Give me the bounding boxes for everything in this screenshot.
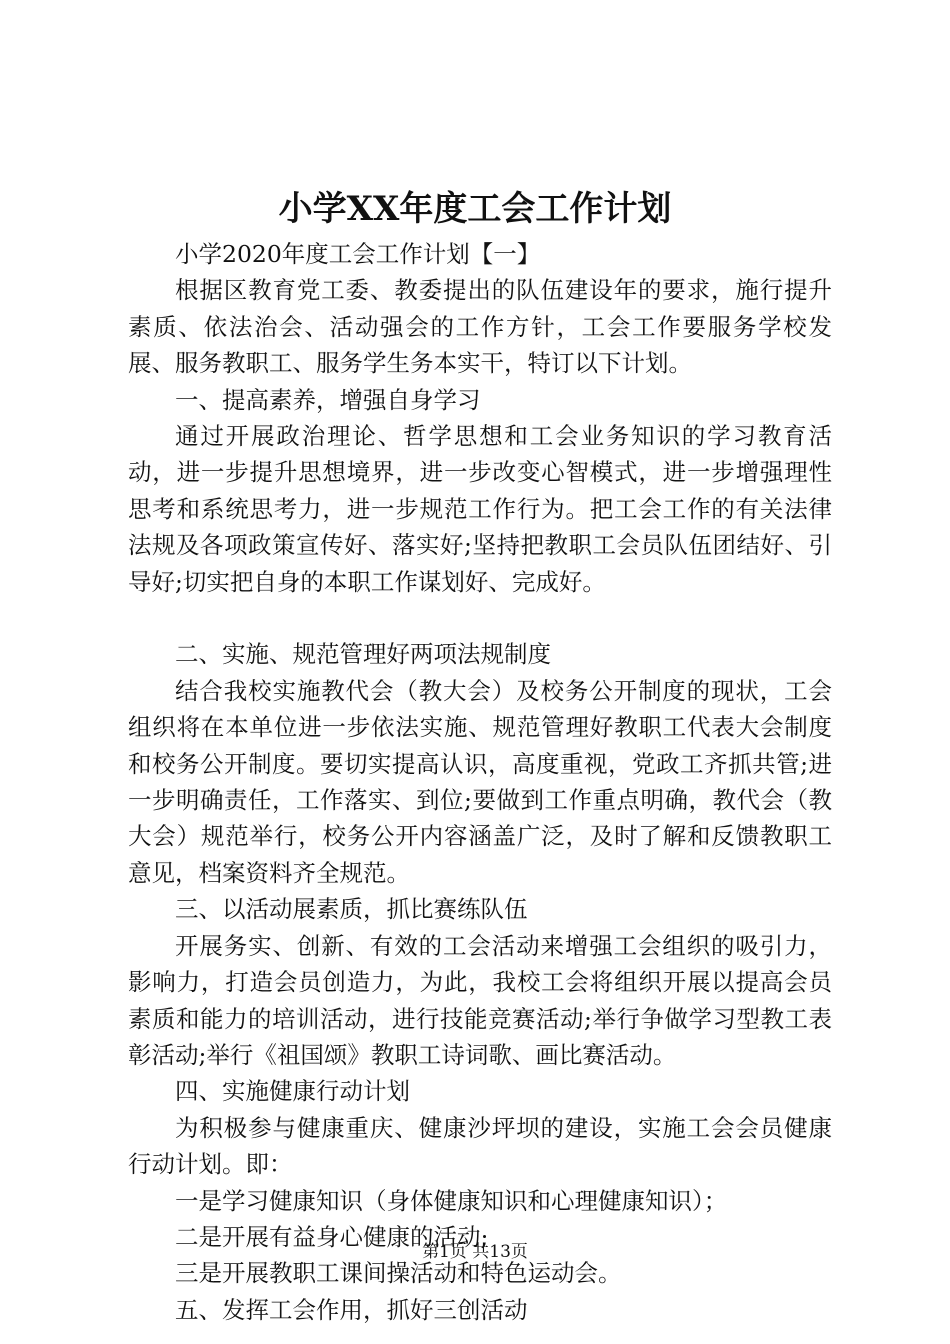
section-heading-2: 二、实施、规范管理好两项法规制度 — [175, 640, 551, 669]
paragraph-spacer — [128, 600, 832, 636]
section-heading-4: 四、实施健康行动计划 — [175, 1077, 410, 1106]
paragraph-subtitle: 小学2020年度工会工作计划【一】 — [175, 240, 541, 268]
document-title: 小学XX年度工会工作计划 — [278, 189, 672, 229]
page-number: 第1页 共13页 — [422, 1242, 528, 1262]
list-item-health-2: 二是开展有益身心健康的活动; — [175, 1222, 489, 1251]
paragraph-section-2: 结合我校实施教代会（教大会）及校务公开制度的现状，工会组织将在本单位进一步依法实施、规范管理好教职工代表大会制度和校务公开制度。要切实提高认识，高度重视，党政工齐抓共管;进一步明确责任，工作落实、到位;要做到工作重点明确，教代会（教大会）规范举行，校务公开内容涵盖广泛，及时了解和反馈教职工意见，档案资料齐全规范。 — [128, 676, 832, 887]
list-item-health-3: 三是开展教职工课间操活动和特色运动会。 — [175, 1259, 622, 1288]
document-body — [128, 236, 832, 1328]
section-heading-1: 一、提高素养，增强自身学习 — [175, 385, 481, 414]
section-heading-5: 五、发挥工会作用，抓好三创活动 — [175, 1295, 528, 1324]
paragraph-section-4: 为积极参与健康重庆、健康沙坪坝的建设，实施工会会员健康行动计划。即： — [128, 1113, 832, 1179]
list-item-health-1: 一是学习健康知识（身体健康知识和心理健康知识）； — [175, 1186, 728, 1215]
section-heading-3: 三、以活动展素质，抓比赛练队伍 — [175, 895, 528, 924]
paragraph-section-1: 通过开展政治理论、哲学思想和工会业务知识的学习教育活动，进一步提升思想境界，进一步改变心智模式，进一步增强理性思考和系统思考力，进一步规范工作行为。把工会工作的有关法律法规及各项政策宣传好、落实好;坚持把教职工会员队伍团结好、引导好;切实把自身的本职工作谋划好、完成好。 — [128, 422, 832, 596]
paragraph-intro: 根据区教育党工委、教委提出的队伍建设年的要求，施行提升素质、依法治会、活动强会的工作方针，工会工作要服务学校发展、服务教职工、服务学生务本实干，特订以下计划。 — [128, 276, 832, 378]
paragraph-section-3: 开展务实、创新、有效的工会活动来增强工会组织的吸引力，影响力，打造会员创造力，为此，我校工会将组织开展以提高会员素质和能力的培训活动，进行技能竞赛活动;举行争做学习型教工表彰活动;举行《祖国颂》教职工诗词歌、画比赛活动。 — [128, 931, 832, 1069]
